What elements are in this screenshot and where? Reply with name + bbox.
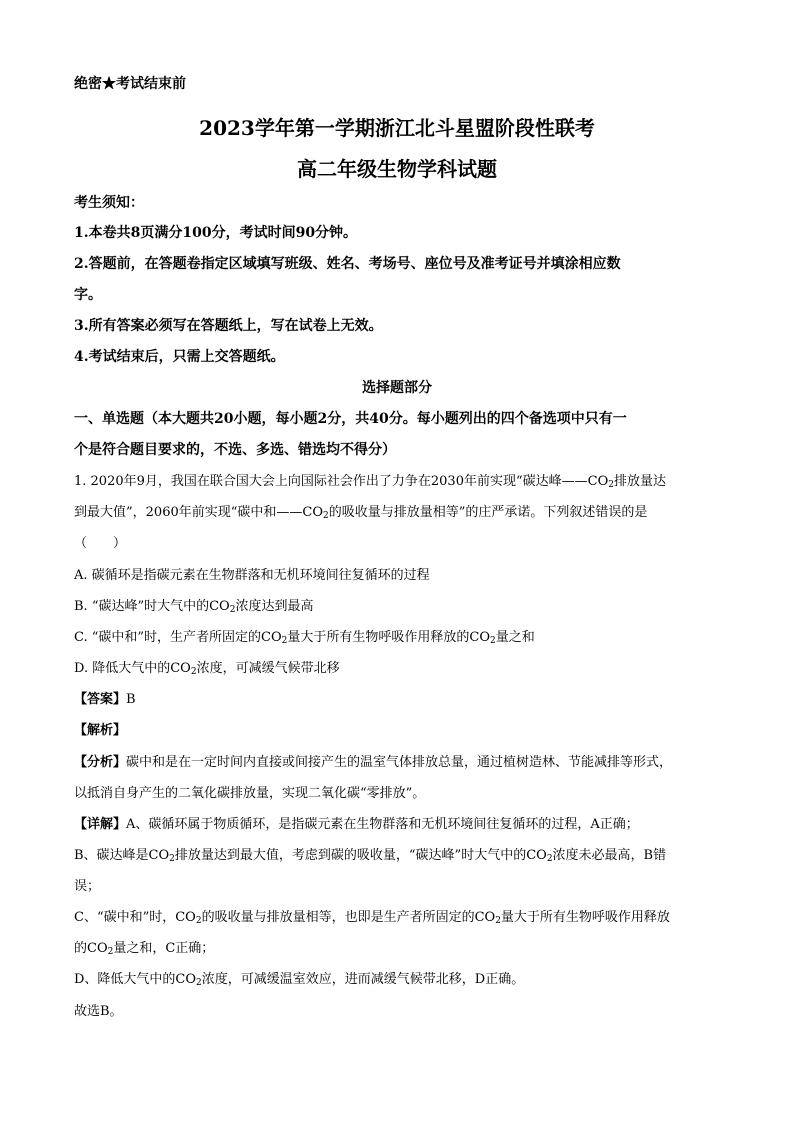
explanation-label: 【解析】 [74,723,127,738]
section-part-title: 选择题部分 [362,380,432,396]
detail-line-a: 【详解】A、碳循环属于物质循环，是指碳元素在生物群落和无机环境间往复循环的过程，A正确； [74,817,639,832]
detail-line-b: B、碳达峰是$CO_2$排放量达到最大值，考虑到碳的吸收量，“碳达峰”时大气中的$CO_2$浓度未必最高，B错 [74,848,667,864]
section-heading-cont: 个是符合题目要求的，不选、多选、错选均不得分） [74,442,396,458]
option-a: A. 碳循环是指碳元素在生物群落和无机环境间往复循环的过程 [74,568,430,583]
detail-line-c-cont: 的$CO_2$量之和，C正确； [74,941,215,957]
notice-item-1: 1.本卷共8页满分100分，考试时间90分钟。 [74,225,358,241]
analysis-line-1: 【分析】碳中和是在一定时间内直接或间接产生的温室气体排放总量，通过植树造林、节能减排等形式， [74,755,673,770]
exam-title: 2023学年第一学期浙江北斗星盟阶段性联考 [199,116,595,140]
question-1-stem: 1. 2020年9月，我国在联合国大会上向国际社会作出了力争在2030年前实现“碳达峰$——CO_2$排放量达 [74,474,666,490]
option-b: B. “碳达峰”时大气中的$CO_2$浓度达到最高 [74,599,314,615]
notice-item-3: 3.所有答案必须写在答题纸上，写在试卷上无效。 [74,318,383,334]
question-1-blank: （ ） [74,536,127,551]
option-d: D. 降低大气中的$CO_2$浓度，可减缓气候带北移 [74,661,340,677]
confidential-label: 绝密★考试结束前 [74,76,186,92]
notice-item-2-cont: 字。 [74,287,102,303]
analysis-line-2: 以抵消自身产生的二氧化碳排放量，实现二氧化碳“零排放”。 [74,786,426,801]
notice-item-2: 2.答题前，在答题卷指定区域填写班级、姓名、考场号、座位号及准考证号并填涂相应数 [74,256,621,272]
option-c: C. “碳中和”时，生产者所固定的$CO_2$量大于所有生物呼吸作用释放的$CO_2$量之和 [74,630,535,646]
notice-heading: 考生须知： [74,195,144,211]
notice-item-4: 4.考试结束后，只需上交答题纸。 [74,349,285,365]
detail-line-c: C、“碳中和”时，$CO_2$的吸收量与排放量相等，也即是生产者所固定的$CO_2$量大于所有生物呼吸作用释放 [74,910,670,926]
question-1-stem-cont: 到最大值”，2060年前实现“碳中和$——CO_2$的吸收量与排放量相等”的庄严承诺。下列叙述错误的是 [74,505,648,521]
detail-line-b-cont: 误； [74,879,101,894]
section-heading: 一、单选题（本大题共20小题，每小题2分，共40分。每小题列出的四个备选项中只有一 [74,411,627,427]
answer-line: 【答案】B [74,692,136,707]
subject-title: 高二年级生物学科试题 [297,157,497,181]
final-choice: 故选B。 [74,1004,123,1019]
detail-line-d: D、降低大气中的$CO_2$浓度，可减缓温室效应，进而减缓气候带北移，D正确。 [74,972,525,988]
